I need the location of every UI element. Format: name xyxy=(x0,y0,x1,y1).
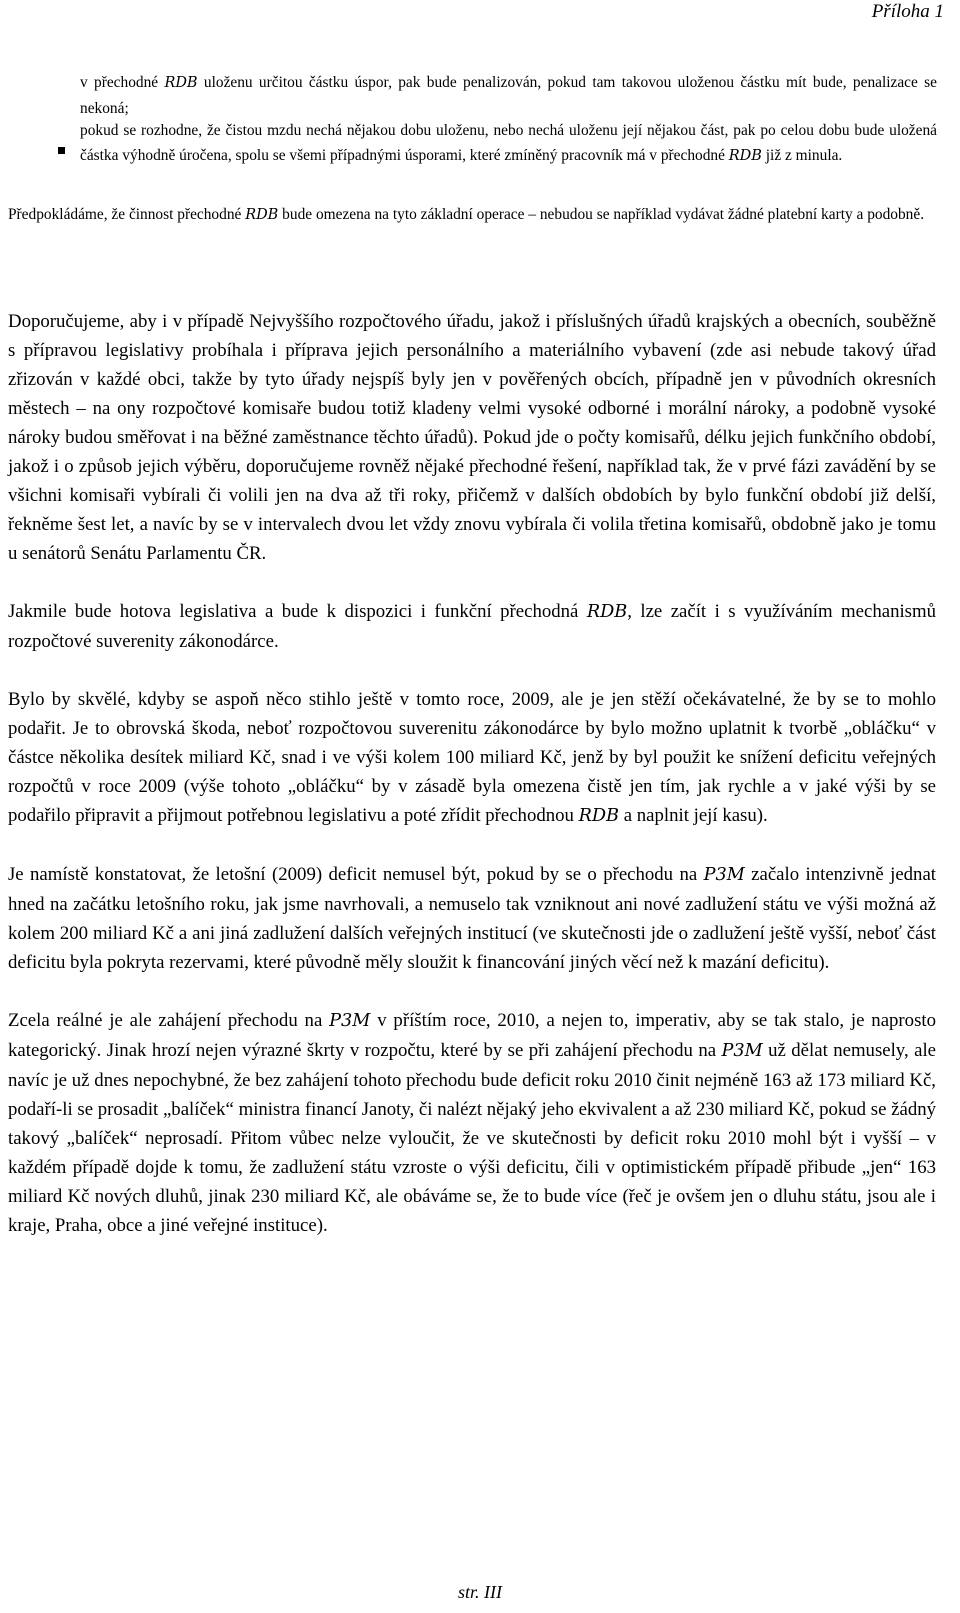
bullet-square-icon xyxy=(58,147,65,154)
operations-note-text: Předpokládáme, že činnost přechodné RDB bude omezena na tyto základní operace – nebudou se například vydávat žádné platební karty a podobně. xyxy=(8,206,925,223)
bullet-item-text: pokud se rozhodne, že čistou mzdu nechá nějakou dobu uloženu, nebo nechá uloženu její nějakou část, pak po celou dobu bude uložená částka výhodně úročena, spolu se všemi případnými úsporami, které zmíněný pracovník má v přechodné RDB již z minula. xyxy=(80,122,937,164)
body-paragraph: Doporučujeme, aby i v případě Nejvyššího rozpočtového úřadu, jakož i příslušných úřadů krajských a obecních, souběžně s přípravou legislativy probíhala i příprava jejich personálního a materiálního vybavení (zde asi nebude takový úřad zřizován v každé obci, takže by tyto úřady nejspíš byly jen v pověřených obcích, případně jen v původních okresních městech – na ony rozpočtové komisaře budou totiž kladeny velmi vysoké odborné i morální nároky, a podobně vysoké nároky budou směřovat i na běžné zaměstnance těchto úřadů). Pokud jde o počty komisařů, délku jejich funkčního období, jakož i o způsob jejich výběru, doporučujeme rovněž nějaké přechodné řešení, například tak, že v prvé fázi zavádění by se všichni komisaři vybírali či volili jen na dva až tři roky, přičemž v dalších obdobích by bylo funkční období již delší, řekněme šest let, a navíc by se v intervalech dvou let vždy znovu vybírala či volila třetina komisařů, obdobně jako je tomu u senátorů Senátu Parlamentu ČR. xyxy=(8,311,936,564)
indented-continuation-text: v přechodné RDB uloženu určitou částku úspor, pak bude penalizován, pokud tam takovou uloženou částku mít bude, penalizace se nekoná; xyxy=(80,74,937,117)
page-header-label: Příloha 1 xyxy=(871,1,944,22)
body-paragraph: Zcela reálné je ale zahájení přechodu na P3M v příštím roce, 2010, a nejen to, imperativ, aby se tak stalo, je naprosto kategorický. Jinak hrozí nejen výrazné škrty v rozpočtu, které by se při zahájení přechodu na P3M už dělat nemusely, ale navíc je už dnes nepochybné, že bez zahájení tohoto přechodu bude deficit roku 2010 činit nejméně 163 až 173 miliard Kč, podaří-li se prosadit „balíček“ ministra financí Janoty, či nalézt nějaký jeho ekvivalent a až 230 miliard Kč, pokud se žádný takový „balíček“ neprosadí. Přitom vůbec nelze vyloučit, že ve skutečnosti by deficit roku 2010 mohl být i vyšší – v každém případě dojde k tomu, že zadlužení státu vzroste o výši deficitu, čili v optimistickém případě přibude „jen“ 163 miliard Kč nových dluhů, jinak 230 miliard Kč, ale obáváme se, že to bude více (řeč je ovšem jen o dluhu státu, jsou ale i kraje, Praha, obce a jiné veřejné instituce). xyxy=(8,1010,936,1236)
main-body xyxy=(8,307,936,1269)
body-paragraph: Bylo by skvělé, kdyby se aspoň něco stihlo ještě v tomto roce, 2009, ale je jen stěží očekávatelné, že by se to mohlo podařit. Je to obrovská škoda, neboť rozpočtovou suverenitu zákonodárce by bylo možno uplatnit k tvorbě „obláčku“ v částce několika desítek miliard Kč, snad i ve výši kolem 100 miliard Kč, jenž by byl použit ke snížení deficitu veřejných rozpočtů v roce 2009 (výše tohoto „obláčku“ by v zásadě byla omezena čistě jen tím, jak rychle a v jaké výši by se podařilo připravit a přijmout potřebnou legislativu a poté zřídit přechodnou RDB a naplnit její kasu). xyxy=(8,689,936,826)
body-paragraph: Jakmile bude hotova legislativa a bude k dispozici i funkční přechodná RDB, lze začít i s využíváním mechanismů rozpočtové suverenity zákonodárce. xyxy=(8,601,936,652)
page-number-footer: str. III xyxy=(458,1582,502,1602)
body-paragraph: Je namístě konstatovat, že letošní (2009) deficit nemusel být, pokud by se o přechodu na P3M začalo intenzivně jednat hned na začátku letošního roku, jak jsme navrhovali, a nemuselo tak vzniknout ani nové zadlužení státu ve výši možná až kolem 200 miliard Kč a ani jiná zadlužení dalších veřejných institucí (ve skutečnosti jde o zadlužení ještě vyšší, neboť část deficitu byla pokryta rezervami, které původně měly sloužit k financování jiných věcí než k mazání deficitu). xyxy=(8,864,937,973)
